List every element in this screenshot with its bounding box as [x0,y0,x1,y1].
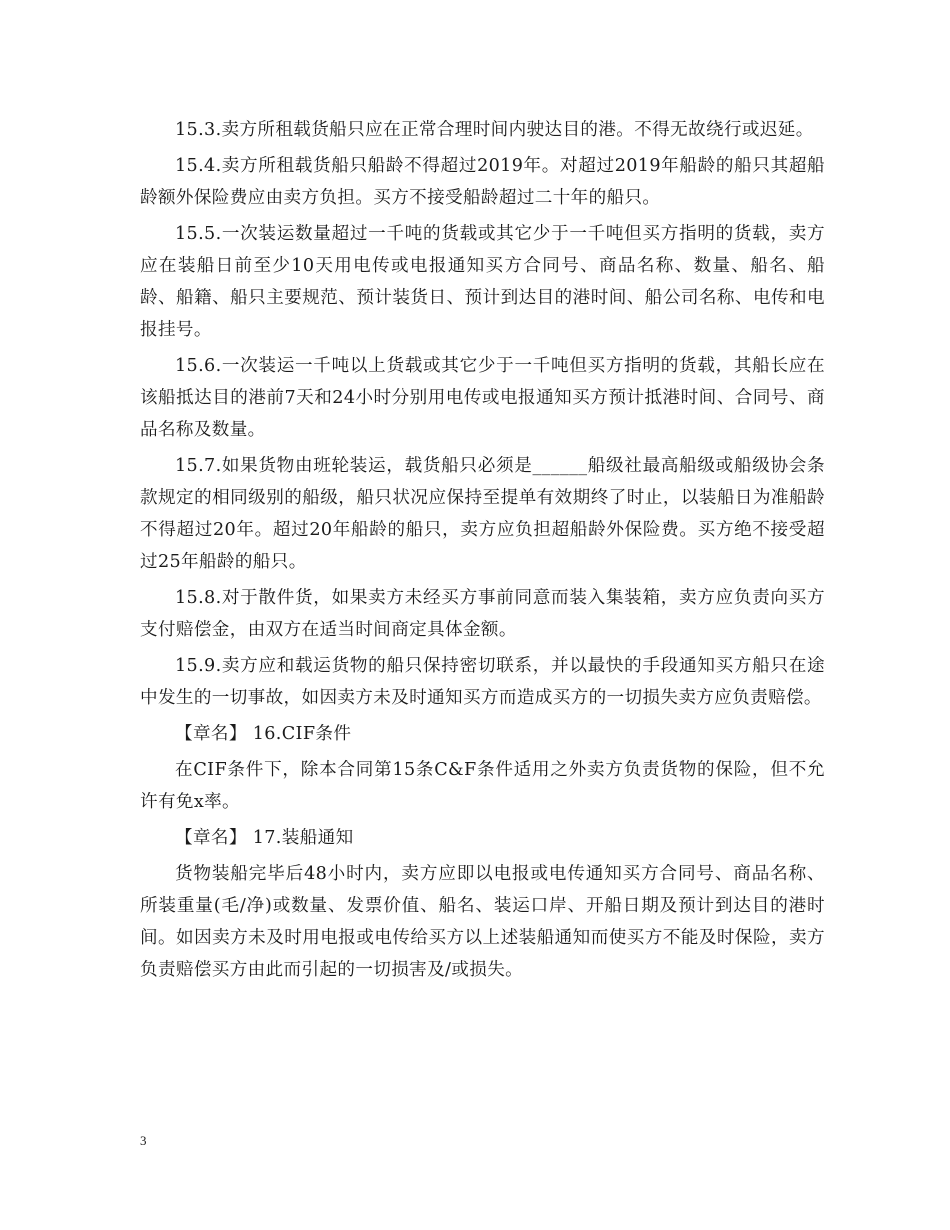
chapter-16-heading: 【章名】 16.CIF条件 [175,724,352,744]
clause-15-4: 15.4.卖方所租载货船只船龄不得超过2019年。对超过2019年船龄的船只其超船龄额外保险费应由卖方负担。买方不接受船龄超过二十年的船只。 [140,156,825,208]
clause-15-9: 15.9.卖方应和载运货物的船只保持密切联系，并以最快的手段通知买方船只在途中发生的一切事故，如因卖方未及时通知买方而造成买方的一切损失卖方应负责赔偿。 [140,656,825,708]
clause-15-7: 15.7.如果货物由班轮装运，载货船只必须是______船级社最高船级或船级协会条款规定的相同级别的船级，船只状况应保持至提单有效期终了时止，以装船日为准船龄不得超过20年。超过20年船龄的船只，卖方应负担超船龄外保险费。买方绝不接受超过25年船龄的船只。 [140,456,825,572]
clause-15-8: 15.8.对于散件货，如果卖方未经买方事前同意而装入集装箱，卖方应负责向买方支付赔偿金，由双方在适当时间商定具体金额。 [140,588,825,640]
chapter-17-heading: 【章名】 17.装船通知 [175,828,354,848]
clause-15-5: 15.5.一次装运数量超过一千吨的货载或其它少于一千吨但买方指明的货载，卖方应在装船日前至少10天用电传或电报通知买方合同号、商品名称、数量、船名、船龄、船籍、船只主要规范、预计装货日、预计到达目的港时间、船公司名称、电传和电报挂号。 [140,224,825,340]
chapter-16-text: 在CIF条件下，除本合同第15条C&F条件适用之外卖方负责货物的保险，但不允许有免x率。 [140,760,825,812]
clause-15-3: 15.3.卖方所租载货船只应在正常合理时间内驶达目的港。不得无故绕行或迟延。 [175,120,814,140]
page-number: 3 [140,1133,147,1148]
clause-15-6: 15.6.一次装运一千吨以上货载或其它少于一千吨但买方指明的货载，其船长应在该船抵达目的港前7天和24小时分别用电传或电报通知买方预计抵港时间、合同号、商品名称及数量。 [140,356,825,440]
document-body [140,114,825,990]
chapter-17-text: 货物装船完毕后48小时内，卖方应即以电报或电传通知买方合同号、商品名称、所装重量(毛/净)或数量、发票价值、船名、装运口岸、开船日期及预计到达目的港时间。如因卖方未及时用电报或电传给买方以上述装船通知而使买方不能及时保险，卖方负责赔偿买方由此而引起的一切损害及/或损失。 [140,864,825,980]
